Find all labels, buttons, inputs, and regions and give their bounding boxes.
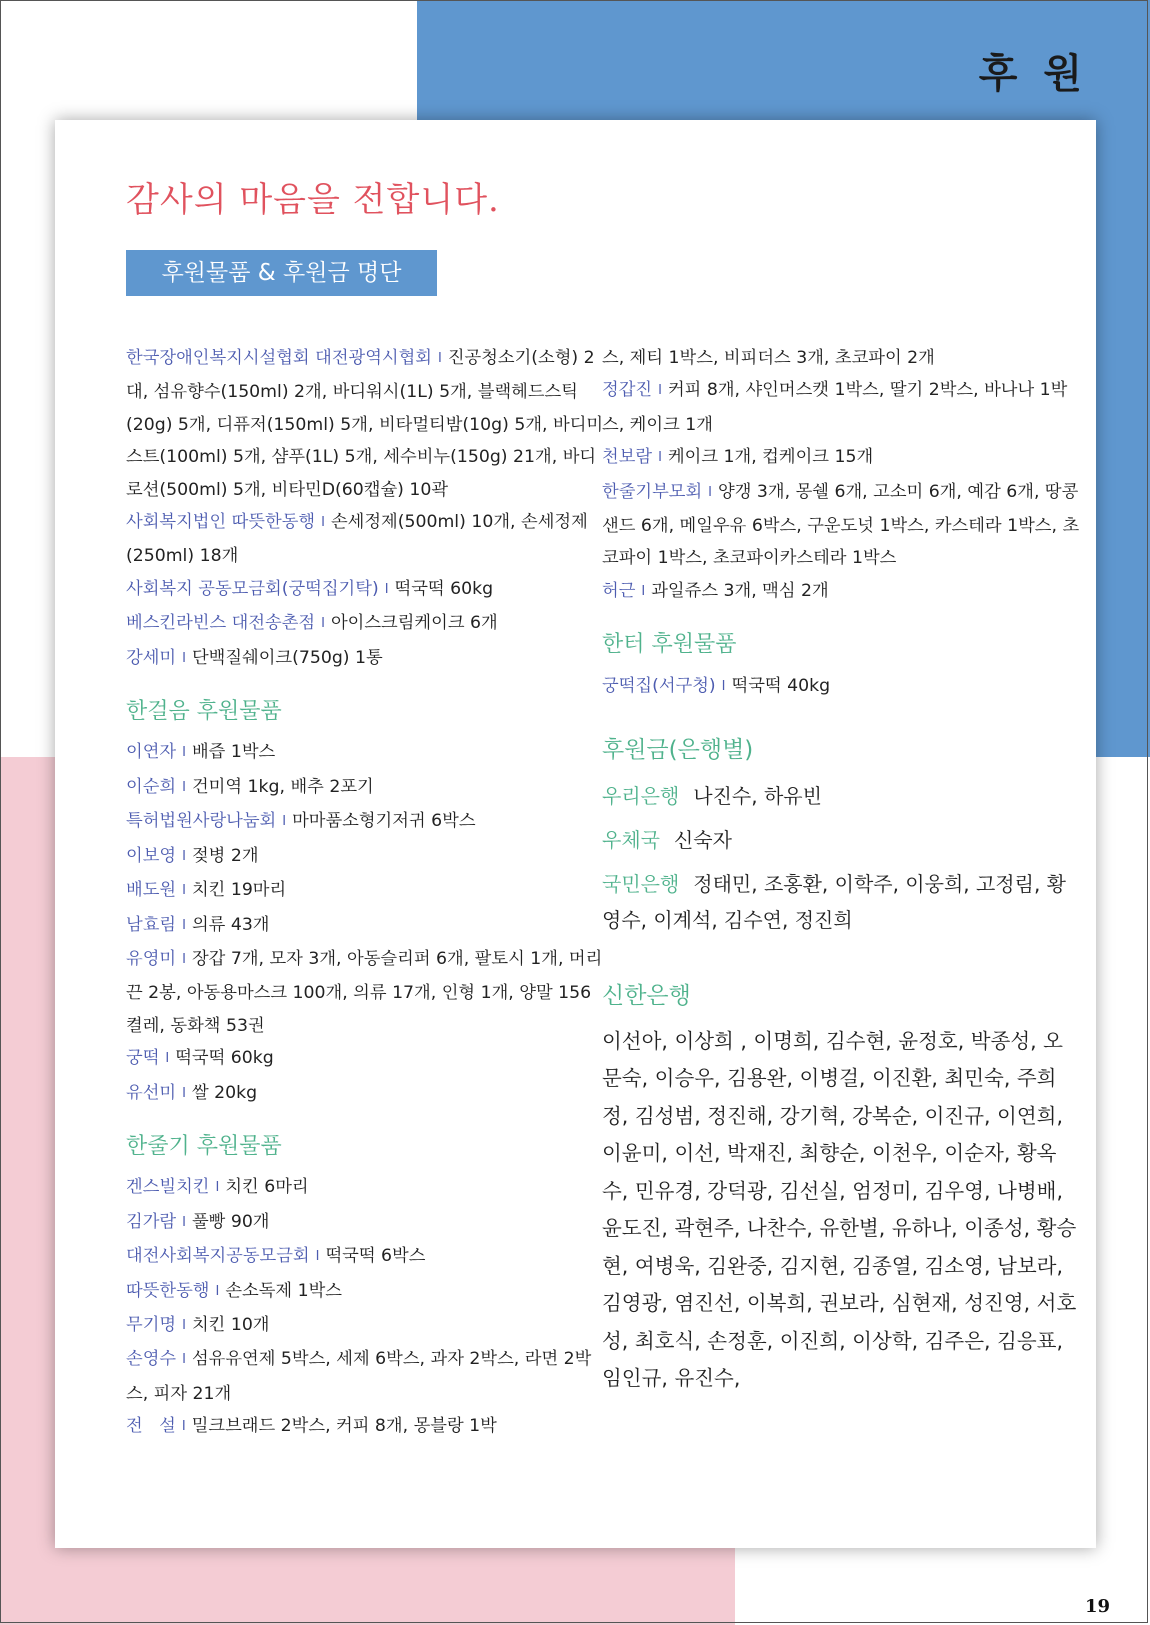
separator: I bbox=[215, 1283, 220, 1299]
bank-name: 우리은행 bbox=[602, 784, 680, 809]
donation-items: 풀빵 90개 bbox=[191, 1211, 270, 1232]
separator: I bbox=[282, 814, 287, 830]
donor-entry bbox=[126, 1309, 606, 1343]
donor-entry bbox=[126, 1343, 606, 1410]
donor-name: 이순희 bbox=[126, 776, 177, 797]
donor-names: 나진수, 하유빈 bbox=[693, 784, 822, 809]
donation-items: 진공청소기(소형) 2대, 섬유향수(150ml) 2개, 바디워시(1L) 5개, 블랙헤드스틱(20g) 5개, 디퓨저(150ml) 5개, 비타멀티밤(10g) 5개, 바디미스트(100ml) 5개, 샴푸(1L) 5개, 세수비누(150g) 21개, 바디로션(500ml) 5개, 비타민D(60캡슐) 10곽 bbox=[126, 348, 604, 500]
separator: I bbox=[182, 745, 186, 761]
donor-names: 신숙자 bbox=[673, 828, 732, 853]
donor-name: 허근 bbox=[602, 580, 636, 601]
donation-items: 케이크 1개, 컵케이크 15개 bbox=[667, 447, 874, 468]
donor-name: 무기명 bbox=[126, 1314, 177, 1335]
bank-row bbox=[602, 866, 1082, 938]
separator: I bbox=[182, 848, 186, 864]
bank-name: 국민은행 bbox=[602, 872, 680, 897]
donor-name: 대전사회복지공동모금회 bbox=[126, 1246, 310, 1267]
donor-name: 손영수 bbox=[126, 1349, 177, 1370]
separator: I bbox=[321, 616, 325, 632]
separator: I bbox=[641, 583, 646, 599]
right-column bbox=[602, 342, 1082, 1398]
bank-row bbox=[602, 778, 1082, 814]
donor-name: 한국장애인복지시설협회 대전광역시협회 bbox=[126, 348, 432, 368]
donation-items: 장갑 7개, 모자 3개, 아동슬리퍼 6개, 팔토시 1개, 머리끈 2봉, 아동용마스크 100개, 의류 17개, 인형 1개, 양말 156켤레, 동화책 53권 bbox=[126, 948, 603, 1036]
donor-entry bbox=[126, 342, 606, 506]
donor-entry bbox=[602, 476, 1082, 575]
donation-items: 젖병 2개 bbox=[191, 845, 259, 866]
donor-name: 유영미 bbox=[126, 948, 177, 969]
donor-entry bbox=[126, 805, 606, 839]
donor-entry bbox=[126, 1240, 606, 1274]
donor-entry bbox=[126, 1042, 606, 1076]
donor-entry bbox=[126, 1275, 606, 1309]
separator: I bbox=[182, 1352, 186, 1368]
donor-entry bbox=[126, 1077, 606, 1111]
donor-name: 한줄기부모회 bbox=[602, 481, 703, 502]
list-banner: 후원물품 & 후원금 명단 bbox=[126, 250, 437, 296]
donor-name: 김가람 bbox=[126, 1211, 177, 1232]
content-card bbox=[55, 120, 1096, 1548]
donor-entry bbox=[602, 374, 1082, 441]
donor-name: 이연자 bbox=[126, 742, 177, 763]
continued-text: 스, 제티 1박스, 비피더스 3개, 초코파이 2개 bbox=[602, 348, 935, 368]
donor-entry bbox=[126, 607, 606, 641]
separator: I bbox=[708, 484, 713, 500]
donor-name: 궁떡집(서구청) bbox=[602, 675, 716, 696]
donor-entry bbox=[126, 736, 606, 770]
donation-items: 의류 43개 bbox=[191, 914, 270, 935]
separator: I bbox=[182, 917, 186, 933]
separator: I bbox=[437, 351, 442, 366]
separator: I bbox=[182, 650, 186, 666]
donor-name: 특허법원사랑나눔회 bbox=[126, 811, 277, 832]
donation-items: 섬유유연제 5박스, 세제 6박스, 과자 2박스, 라면 2박스, 피자 21개 bbox=[126, 1349, 592, 1404]
left-column bbox=[126, 342, 606, 1445]
donation-items: 떡국떡 60kg bbox=[394, 578, 494, 599]
donor-name: 사회복지 공동모금회(궁떡집기탁) bbox=[126, 578, 379, 599]
donation-items: 치킨 19마리 bbox=[191, 880, 287, 901]
bank-row bbox=[602, 822, 1082, 858]
donor-names: 정태민, 조홍환, 이학주, 이웅희, 고정림, 황영수, 이계석, 김수연, 정진희 bbox=[602, 872, 1066, 933]
donor-name: 천보람 bbox=[602, 447, 653, 468]
donor-entry bbox=[126, 642, 606, 676]
donor-entry bbox=[126, 1410, 606, 1444]
separator: I bbox=[165, 1051, 170, 1067]
separator: I bbox=[721, 678, 726, 694]
shinhan-donor-names: 이선아, 이상희 , 이명희, 김수현, 윤정호, 박종성, 오문숙, 이승우, 김용완, 이병걸, 이진환, 최민숙, 주희정, 김성범, 정진해, 강기혁, 강복순, 이진규, 이연희, 이윤미, 이선, 박재진, 최향순, 이천우, 이순자, 황옥수, 민유경, 강덕광, 김선실, 엄정미, 김우영, 나병배, 윤도진, 곽현주, 나찬수, 유한별, 유하나, 이종성, 황승현, 여병욱, 김완중, 김지현, 김종열, 김소영, 남보라, 김영광, 염진선, 이복희, 권보라, 심현재, 성진영, 서호성, 최호식, 손정훈, 이진희, 이상학, 김주은, 김응표, 임인규, 유진수, bbox=[602, 1028, 1077, 1391]
separator: I bbox=[658, 450, 662, 466]
donation-items: 과일쥬스 3개, 맥심 2개 bbox=[651, 580, 829, 601]
separator: I bbox=[182, 1214, 186, 1230]
separator: I bbox=[182, 779, 186, 795]
donor-entry bbox=[602, 441, 1082, 475]
donation-items: 단백질쉐이크(750g) 1통 bbox=[191, 647, 383, 668]
donor-name: 남효림 bbox=[126, 914, 177, 935]
separator: I bbox=[182, 883, 186, 899]
shinhan-heading: 신한은행 bbox=[602, 983, 691, 1010]
donor-entry bbox=[126, 1171, 606, 1205]
donation-items: 아이스크림케이크 6개 bbox=[330, 613, 498, 634]
donor-name: 전 설 bbox=[126, 1416, 176, 1437]
donor-entry bbox=[602, 670, 1082, 704]
donor-name: 베스킨라빈스 대전송촌점 bbox=[126, 613, 316, 634]
donor-entry bbox=[126, 771, 606, 805]
page-headline: 감사의 마음을 전합니다. bbox=[126, 180, 500, 220]
donor-entry bbox=[126, 1206, 606, 1240]
donation-items: 떡국떡 40kg bbox=[731, 675, 831, 696]
hangeoreum-heading: 한걸음 후원물품 bbox=[126, 699, 282, 725]
donor-name: 이보영 bbox=[126, 845, 177, 866]
donation-items: 양갱 3개, 몽쉘 6개, 고소미 6개, 예감 6개, 땅콩샌드 6개, 메일우유 6박스, 구운도넛 1박스, 카스테라 1박스, 초코파이 1박스, 초코파이카스테라 1박스 bbox=[602, 481, 1080, 569]
separator: I bbox=[215, 1180, 220, 1196]
donor-entry bbox=[126, 573, 606, 607]
donor-entry bbox=[126, 506, 606, 573]
separator: I bbox=[182, 1317, 186, 1333]
donation-items: 마마품소형기저귀 6박스 bbox=[292, 811, 476, 832]
separator: I bbox=[321, 515, 325, 531]
donor-name: 강세미 bbox=[126, 647, 177, 668]
donor-name: 사회복지법인 따뜻한동행 bbox=[126, 512, 316, 533]
hanjulgi-heading: 한줄기 후원물품 bbox=[126, 1133, 282, 1159]
section-title: 후 원 bbox=[978, 51, 1088, 97]
donation-items: 밀크브래드 2박스, 커피 8개, 몽블랑 1박 bbox=[191, 1416, 497, 1437]
donor-entry bbox=[602, 575, 1082, 609]
donor-entry bbox=[126, 943, 606, 1042]
donor-name: 궁떡 bbox=[126, 1048, 160, 1069]
donor-name: 유선미 bbox=[126, 1082, 177, 1103]
separator: I bbox=[181, 1419, 186, 1435]
donor-entry bbox=[126, 840, 606, 874]
donation-items: 손소독제 1박스 bbox=[225, 1280, 342, 1301]
donation-items: 손세정제(500ml) 10개, 손세정제(250ml) 18개 bbox=[126, 512, 588, 567]
donation-items: 쌀 20kg bbox=[191, 1082, 258, 1103]
hanteo-heading: 한터 후원물품 bbox=[602, 632, 737, 658]
donor-name: 겐스빌치킨 bbox=[126, 1177, 210, 1198]
donor-entry bbox=[126, 874, 606, 908]
donation-items: 떡국떡 60kg bbox=[175, 1048, 274, 1069]
separator: I bbox=[182, 1085, 186, 1101]
donor-name: 정갑진 bbox=[602, 380, 653, 401]
donation-items: 커피 8개, 샤인머스캣 1박스, 딸기 2박스, 바나나 1박스, 케이크 1개 bbox=[602, 380, 1068, 435]
donation-heading: 후원금(은행별) bbox=[602, 737, 754, 764]
donation-items: 건미역 1kg, 배추 2포기 bbox=[191, 776, 374, 797]
separator: I bbox=[182, 951, 186, 967]
donation-items: 배즙 1박스 bbox=[191, 742, 276, 763]
donor-name: 배도원 bbox=[126, 880, 177, 901]
page-number: 19 bbox=[1084, 1596, 1110, 1617]
separator: I bbox=[384, 581, 389, 597]
donation-items: 치킨 10개 bbox=[191, 1314, 270, 1335]
donation-items: 치킨 6마리 bbox=[225, 1177, 309, 1198]
bank-name: 우체국 bbox=[602, 828, 660, 853]
donor-entry bbox=[126, 909, 606, 943]
donation-items: 떡국떡 6박스 bbox=[325, 1246, 426, 1267]
separator: I bbox=[658, 383, 662, 399]
donor-name: 따뜻한동행 bbox=[126, 1280, 210, 1301]
separator: I bbox=[315, 1249, 320, 1265]
